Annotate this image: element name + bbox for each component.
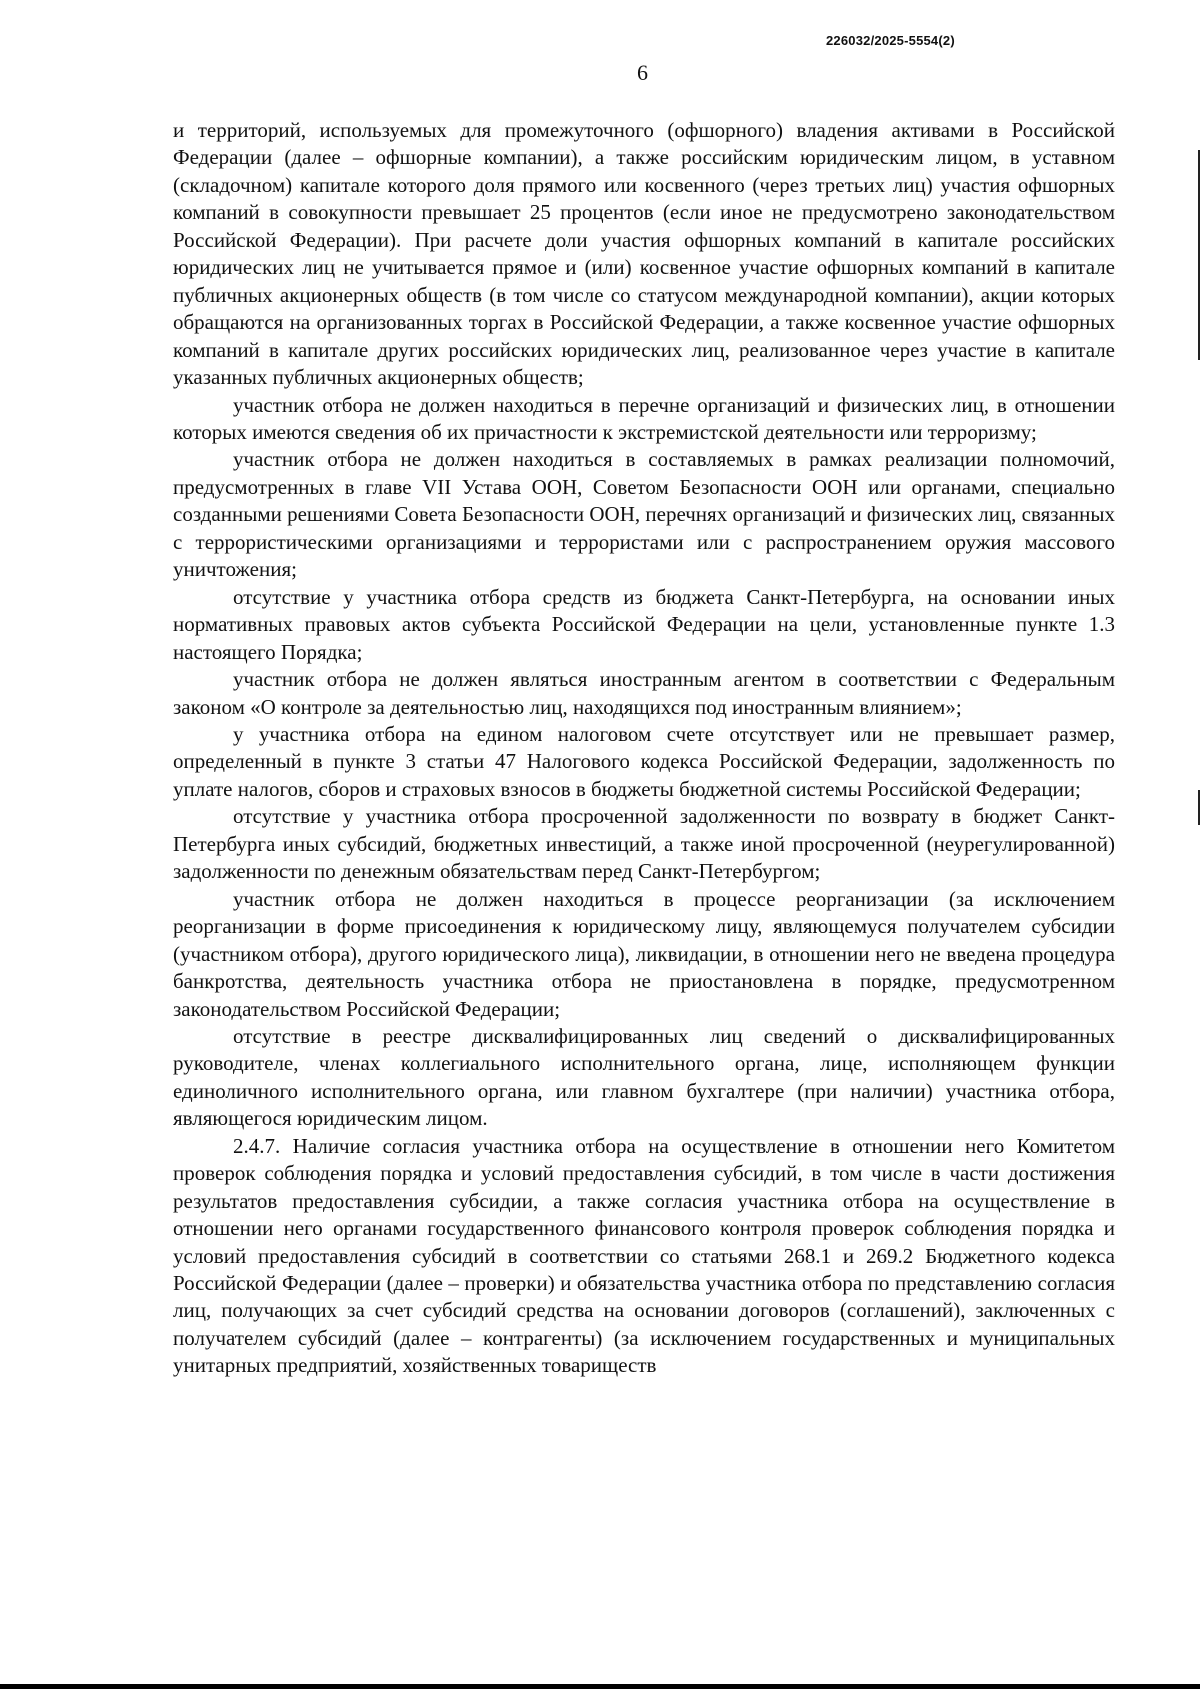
paragraph-overdue-debt: отсутствие у участника отбора просроченной задолженности по возврату в бюджет Санкт-Петербурга иных субсидий, бюджетных инвестиций, а также иной просроченной (неурегулированной) задолженности по денежным обязательствам перед Санкт-Петербургом; bbox=[173, 804, 1115, 884]
paragraph-disqualified-persons: отсутствие в реестре дисквалифицированных лиц сведений о дисквалифицированных руководителе, членах коллегиального исполнительного органа, лице, исполняющем функции единоличного исполнительного органа, или главном бухгалтере (при наличии) участника отбора, являющегося юридическим лицом. bbox=[173, 1023, 1115, 1131]
paragraph-no-other-budget-funds: отсутствие у участника отбора средств из бюджета Санкт-Петербурга, на основании иных нормативных правовых актов субъекта Российской Федерации на цели, установленные пункте 1.3 настоящего Порядка; bbox=[173, 584, 1115, 664]
paragraph-un-security-council-list: участник отбора не должен находиться в составляемых в рамках реализации полномочий, предусмотренных в главе VII Устава ООН, Советом Безопасности ООН или органами, специально созданными решениями Совета Безопасности ООН, перечнях организаций и физических лиц, связанных с террористическими организациями и террористами или с распространением оружия массового уничтожения; bbox=[173, 447, 1116, 582]
page-number: 6 bbox=[637, 60, 648, 85]
paragraph-foreign-agent: участник отбора не должен являться иностранным агентом в соответствии с Федеральным законом «О контроле за деятельностью лиц, находящихся под иностранным влиянием»; bbox=[173, 667, 1115, 719]
paragraph-extremism-list: участник отбора не должен находиться в перечне организаций и физических лиц, в отношении которых имеются сведения об их причастности к экстремистской деятельности или терроризму; bbox=[173, 392, 1115, 444]
paragraph-offshore-continuation: и территорий, используемых для промежуточного (офшорного) владения активами в Российской Федерации (далее – офшорные компании), а также российским юридическим лицом, в уставном (складочном) капитале которого доля прямого или косвенного (через третьих лиц) участия офшорных компаний в совокупности превышает 25 процентов (если иное не предусмотрено законодательством Российской Федерации). При расчете доли участия офшорных компаний в капитале российских юридических лиц не учитывается прямое и (или) косвенное участие офшорных компаний в капитале публичных акционерных обществ (в том числе со статусом международной компании), акции которых обращаются на организованных торгах в Российской Федерации, а также косвенное участие офшорных компаний в капитале других российских юридических лиц, реализованное через участие в капитале указанных публичных акционерных обществ; bbox=[173, 118, 1115, 390]
document-body bbox=[173, 117, 1115, 1380]
paragraph-tax-debt: у участника отбора на едином налоговом счете отсутствует или не превышает размер, определенный в пункте 3 статьи 47 Налогового кодекса Российской Федерации, задолженность по уплате налогов, сборов и страховых взносов в бюджеты бюджетной системы Российской Федерации; bbox=[173, 721, 1115, 801]
paragraph-2-4-7-consent: 2.4.7. Наличие согласия участника отбора на осуществление в отношении него Комитетом проверок соблюдения порядка и условий предоставления субсидий, в том числе в части достижения результатов предоставления субсидии, а также согласия участника отбора на осуществление в отношении него органами государственного финансового контроля проверок соблюдения порядка и условий предоставления субсидий в соответствии со статьями 268.1 и 269.2 Бюджетного кодекса Российской Федерации (далее – проверки) и обязательства участника отбора по представлению согласия лиц, получающих за счет субсидий средства на основании договоров (соглашений), заключенных с получателем субсидий (далее – контрагенты) (за исключением государственных и муниципальных унитарных предприятий, хозяйственных товариществ bbox=[173, 1133, 1115, 1378]
paragraph-reorganization: участник отбора не должен находиться в процессе реорганизации (за исключением реорганизации в форме присоединения к юридическому лицу, являющемуся получателем субсидии (участником отбора), другого юридического лица), ликвидации, в отношении него не введена процедура банкротства, деятельность участника отбора не приостановлена в порядке, предусмотренном законодательством Российской Федерации; bbox=[173, 886, 1115, 1021]
scan-bottom-edge bbox=[0, 1684, 1200, 1689]
document-registration-number: 226032/2025-5554(2) bbox=[826, 33, 955, 48]
